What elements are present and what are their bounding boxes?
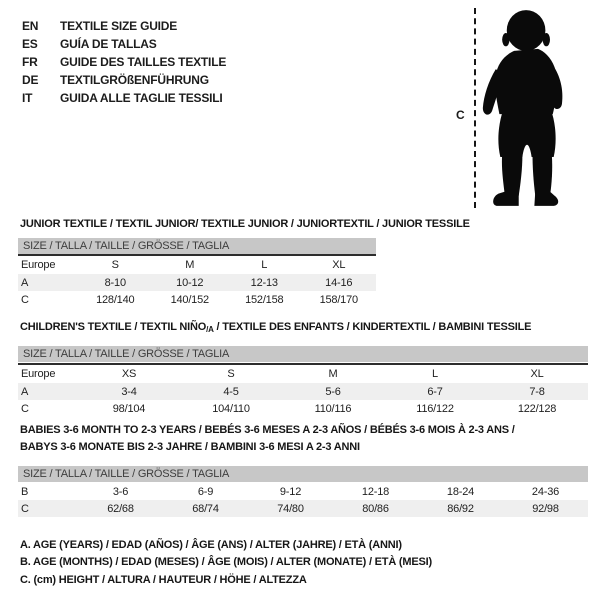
height-measure-dashed-line [474, 8, 476, 208]
size-cell: 86/92 [418, 500, 503, 517]
language-code: EN [22, 19, 39, 33]
children-size-table [18, 363, 588, 417]
size-cell: 92/98 [503, 500, 588, 517]
junior-height-row [18, 291, 376, 308]
children-size-header-bar: SIZE / TALLA / TAILLE / GRÖSSE / TAGLIA [18, 346, 588, 362]
size-cell: 6-7 [384, 383, 486, 400]
language-row-de [22, 71, 226, 89]
junior-size-header-bar: SIZE / TALLA / TAILLE / GRÖSSE / TAGLIA [18, 238, 376, 254]
size-cell: 128/140 [96, 293, 135, 306]
size-cell: 3-4 [78, 383, 180, 400]
junior-table-header-row [18, 255, 376, 274]
column-header: Europe [21, 259, 56, 271]
size-cell: 110/116 [314, 402, 352, 415]
children-section-title [20, 319, 531, 338]
language-row-fr [22, 53, 226, 71]
row-label: A [18, 383, 78, 400]
size-cell: 116/122 [416, 402, 454, 415]
size-cell: 80/86 [333, 500, 418, 517]
size-cell: 18-24 [446, 485, 475, 498]
baby-silhouette-icon [481, 6, 573, 210]
column-header: XL [332, 259, 346, 271]
language-title: GUIDA ALLE TAGLIE TESSILI [60, 91, 223, 105]
column-header: XS [121, 368, 137, 380]
language-title: TEXTILGRÖßENFÜHRUNG [60, 73, 209, 87]
size-cell: 24-36 [531, 485, 560, 498]
children-height-row [18, 400, 588, 417]
children-title-sub: /A [206, 325, 214, 334]
language-row-en [22, 17, 226, 35]
size-cell: 140/152 [170, 293, 209, 306]
legend-note-c: C. (cm) HEIGHT / ALTURA / HAUTEUR / HÖHE / ALTEZZA [20, 573, 307, 586]
column-header: L [261, 259, 268, 271]
children-title-post: / TEXTILE DES ENFANTS / KINDERTEXTIL / BAMBINI TESSILE [213, 321, 532, 333]
size-cell: 122/128 [517, 402, 557, 415]
babies-title-line2: BABYS 3-6 MONATE BIS 2-3 JAHRE / BAMBINI 3-6 MESI A 2-3 ANNI [20, 441, 360, 453]
junior-age-row [18, 274, 376, 291]
size-cell: 12-13 [227, 274, 302, 291]
language-code: ES [22, 37, 38, 51]
babies-section-title [20, 422, 585, 456]
size-cell: 7-8 [486, 383, 588, 400]
babies-age-row [18, 483, 588, 500]
size-cell: 3-6 [112, 485, 129, 498]
size-cell: 8-10 [78, 274, 153, 291]
babies-size-header-bar: SIZE / TALLA / TAILLE / GRÖSSE / TAGLIA [18, 466, 588, 482]
language-code: FR [22, 55, 38, 69]
language-title: GUÍA DE TALLAS [60, 37, 157, 51]
row-label: B [21, 485, 29, 498]
row-label: C [21, 293, 29, 306]
language-title: GUIDE DES TAILLES TEXTILE [60, 55, 227, 69]
size-cell: 98/104 [112, 402, 146, 415]
size-cell: 4-5 [180, 383, 282, 400]
size-cell: 6-9 [197, 485, 214, 498]
babies-size-table [18, 483, 588, 517]
size-cell: 158/170 [319, 293, 358, 306]
row-label: C [18, 500, 78, 517]
children-table-header-row [18, 364, 588, 383]
row-label: A [18, 274, 78, 291]
size-cell: 5-6 [282, 383, 384, 400]
legend-note-a: A. AGE (YEARS) / EDAD (AÑOS) / ÂGE (ANS) / ALTER (JAHRE) / ETÀ (ANNI) [20, 539, 402, 551]
language-title-list [22, 17, 226, 107]
legend-notes [20, 537, 432, 589]
babies-title-line1: BABIES 3-6 MONTH TO 2-3 YEARS / BEBÉS 3-6 MESES A 2-3 AÑOS / BÉBÉS 3-6 MOIS À 2-3 ANS / [20, 424, 515, 436]
size-cell: 10-12 [153, 274, 228, 291]
size-cell: 74/80 [248, 500, 333, 517]
junior-section-title: JUNIOR TEXTILE / TEXTIL JUNIOR/ TEXTILE JUNIOR / JUNIORTEXTIL / JUNIOR TESSILE [20, 218, 470, 230]
column-header: M [328, 368, 338, 380]
size-cell: 62/68 [78, 500, 163, 517]
column-header: M [185, 259, 195, 271]
column-header: XL [530, 368, 544, 380]
language-code: DE [22, 73, 39, 87]
children-title-pre: CHILDREN'S TEXTILE / TEXTIL NIÑO [20, 321, 207, 333]
babies-height-row [18, 500, 588, 517]
column-header: Europe [21, 368, 56, 380]
children-age-row [18, 383, 588, 400]
height-measure-label: C [456, 108, 465, 122]
size-cell: 68/74 [163, 500, 248, 517]
language-row-it [22, 89, 226, 107]
size-cell: 14-16 [302, 274, 377, 291]
size-cell: 12-18 [361, 485, 390, 498]
column-header: L [432, 368, 438, 380]
junior-size-table [18, 254, 376, 308]
row-label: C [21, 402, 29, 415]
legend-note-b: B. AGE (MONTHS) / EDAD (MESES) / ÂGE (MOIS) / ALTER (MONATE) / ETÀ (MESI) [20, 556, 432, 569]
column-header: S [111, 259, 119, 271]
language-title: TEXTILE SIZE GUIDE [60, 19, 178, 33]
size-cell: 152/158 [245, 293, 284, 306]
height-measure-figure [448, 4, 596, 216]
language-row-es [22, 35, 226, 53]
size-cell: 9-12 [279, 485, 302, 498]
language-code: IT [22, 91, 33, 105]
column-header: S [227, 368, 235, 380]
size-cell: 104/110 [212, 402, 250, 415]
